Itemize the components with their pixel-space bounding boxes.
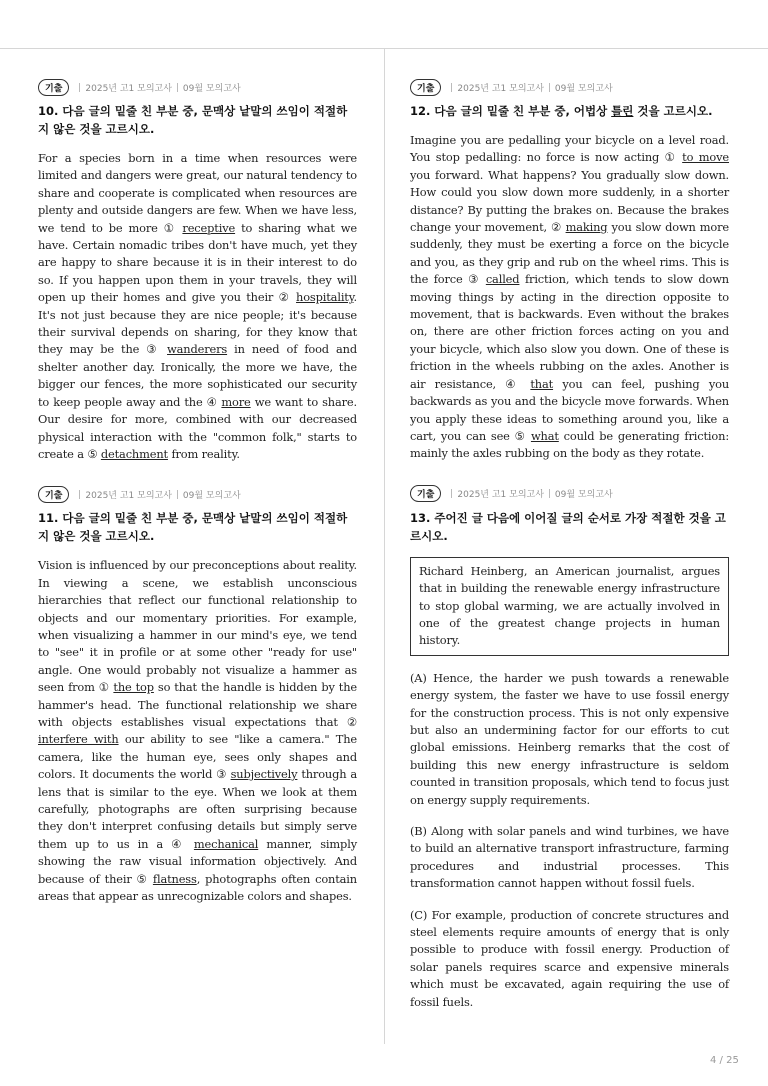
exam-year: 2025년 고1 모의고사 (457, 83, 544, 94)
exam-month: 09월 모의고사 (182, 490, 241, 501)
problem-meta (410, 485, 729, 503)
passage (410, 132, 729, 463)
passage-text: from reality. (167, 446, 240, 461)
given-passage-box: Richard Heinberg, an American journalist, argues that in building the renewable energy infrastructure to stop global warming, we are actually involved in one of the greatest change projects in human history. (410, 557, 729, 656)
passage (38, 557, 357, 905)
left-column (38, 78, 357, 921)
passage-text: Vision is influenced by our preconceptions about reality. In viewing a scene, we establish unconscious hierarchies that reflect our functional relationship to objects and our momentary priorities. For example, when visualizing a hammer in our mind's eye, we tend to "see" it in profile or at some other "ready for use" angle. One would probably not visualize a hammer as seen from ① (38, 558, 357, 695)
passage-text: in need of food and shelter another day. Ironically, the more we have, the bigger our fences, the more sophisticated our security to keep people away and the ④ (38, 342, 357, 409)
meta-separator (549, 83, 550, 92)
passage-text: through a lens that is similar to the eye. When we look at them carefully, photographs are often surprising because they don't interpret confusing details but simply serve them up to us in a ④ (38, 767, 357, 851)
paragraph-b: (B) Along with solar panels and wind turbines, we have to build an alternative transport infrastructure, farming procedures and industrial processes. This transformation cannot happen without fossil fuels. (410, 824, 729, 891)
passage-text: For a species born in a time when resources were limited and dangers were great, our natural tendency to share and cooperate is complicated when resources are plenty and outside dangers are few. When we have less, we tend to be more ① (38, 151, 357, 235)
underlined-word: flatness (152, 871, 197, 886)
question-title: 10. 다음 글의 밑줄 친 부분 중, 문맥상 낱말의 쓰임이 적절하지 않은 것을 고르시오. (38, 104, 348, 136)
meta-separator (79, 83, 80, 92)
underlined-word: called (485, 272, 520, 287)
passage-text: we want to share. Our desire for more, combined with our decreased physical interaction with the "common folk," starts to create a ⑤ (38, 394, 357, 461)
question-title (410, 102, 729, 120)
passage-text: , photographs often contain areas that appear as unrecognizable colors and shapes. (38, 871, 357, 904)
underlined-word: the top (113, 680, 154, 695)
paragraph-a: (A) Hence, the harder we push towards a renewable energy system, the faster we have to use fossil energy for the construction process. This is not only expensive but also an undermining factor for our efforts to cut global emissions. Heinberg remarks that the cost of building this new energy infrastructure is seldom counted in transition proposals, which tend to focus just on energy supply requirements. (410, 670, 729, 807)
source-badge: 기출 (410, 79, 441, 96)
underlined-word: making (565, 220, 608, 235)
question-title: 13. 주어진 글 다음에 이어질 글의 순서로 가장 적절한 것을 고르시오. (410, 510, 726, 543)
source-badge: 기출 (38, 486, 69, 503)
exam-year: 2025년 고1 모의고사 (85, 490, 172, 501)
passage-text: you can feel, pushing you backwards as you and the bicycle move forwards. When you apply these ideas to something around you, like a cart, you can see ⑤ (410, 376, 730, 443)
question-text: 12. 다음 글의 밑줄 친 부분 중, 어법상 (410, 104, 612, 118)
passage-text: friction, which tends to slow down moving things by acting in the direction opposite to movement, that is backwards. Even without the brakes on, there are other friction forces acting on you and your bicycle, which also slow you down. One of these is friction in the wheels rubbing on the axles. Another is air resistance, ④ (410, 272, 729, 391)
underlined-word: hospitality (296, 290, 354, 305)
problem-meta (38, 485, 357, 503)
underlined-word: wanderers (167, 342, 228, 357)
underlined-word: receptive (182, 220, 236, 235)
meta-separator (177, 83, 178, 92)
question-text: 것을 고르시오. (633, 104, 713, 118)
exam-year: 2025년 고1 모의고사 (85, 83, 172, 94)
meta-separator (451, 489, 452, 498)
problem-11 (38, 485, 357, 905)
passage-text: you forward. What happens? You gradually slow down. How could you slow down more suddenly, in a shorter distance? By putting the brakes on. Because the brakes change your movement, ② (410, 167, 729, 235)
source-badge: 기출 (38, 79, 69, 96)
exam-year: 2025년 고1 모의고사 (457, 490, 544, 501)
meta-separator (549, 489, 550, 498)
exam-month: 09월 모의고사 (554, 83, 613, 94)
column-divider (384, 48, 385, 1044)
problem-meta (410, 78, 729, 96)
meta-separator (451, 83, 452, 92)
underlined-word: subjectively (230, 767, 298, 782)
passage (38, 150, 357, 463)
underlined-word: what (530, 428, 559, 443)
problem-12 (410, 78, 729, 463)
passage-text: . It's not just because they are nice people; it's because their survival depends on sharing, for they know that they may be the ③ (38, 290, 357, 357)
exam-month: 09월 모의고사 (182, 83, 241, 94)
problem-10 (38, 78, 357, 463)
underlined-word: more (221, 394, 251, 409)
problem-meta (38, 78, 357, 96)
meta-separator (177, 490, 178, 499)
underlined-word: mechanical (193, 836, 259, 851)
page-number: 4 / 25 (710, 1055, 739, 1066)
underlined-word: detachment (100, 446, 168, 461)
problem-13 (410, 485, 729, 1011)
passage-text: to sharing what we have. Certain nomadic tribes don't have much, yet they are happy to share because it is in their interest to do so. If you happen upon them in your travels, they will open up their homes and give you their ② (38, 220, 357, 305)
exam-month: 09월 모의고사 (554, 490, 613, 501)
passage-text: could be generating friction: mainly the axles rubbing on the body as they rotate. (410, 428, 730, 461)
right-column (410, 78, 729, 1027)
passage-text: you slow down more suddenly, they must be exerting a force on the bicycle and you, as they grip and rub on the wheel rims. This is the force ③ (410, 220, 729, 287)
passage-text: Imagine you are pedalling your bicycle on a level road. You stop pedalling: no force is now acting ① (410, 133, 729, 165)
meta-separator (79, 490, 80, 499)
source-badge: 기출 (410, 485, 441, 502)
passage-text: so that the handle is hidden by the hammer's head. The functional relationship we share with objects establishes visual expectations that ② (38, 680, 357, 729)
paragraph-c: (C) For example, production of concrete structures and steel elements require amounts of energy that is only possible to produce with fossil energy. Production of solar panels requires scarce and expensive minerals which must be excavated, again requiring the use of fossil fuels. (410, 907, 729, 1009)
underlined-word: that (530, 376, 554, 391)
question-emphasis: 틀린 (611, 104, 634, 118)
underlined-word: interfere with (38, 732, 119, 747)
question-title: 11. 다음 글의 밑줄 친 부분 중, 문맥상 낱말의 쓰임이 적절하지 않은 것을 고르시오. (38, 511, 348, 544)
underlined-word: to move (682, 150, 729, 165)
passage-text: manner, simply showing the raw visual information objectively. And because of their ⑤ (38, 836, 357, 886)
passage-text: our ability to see "like a camera." The camera, like the human eye, sees only shapes and colors. It documents the world ③ (38, 732, 357, 782)
